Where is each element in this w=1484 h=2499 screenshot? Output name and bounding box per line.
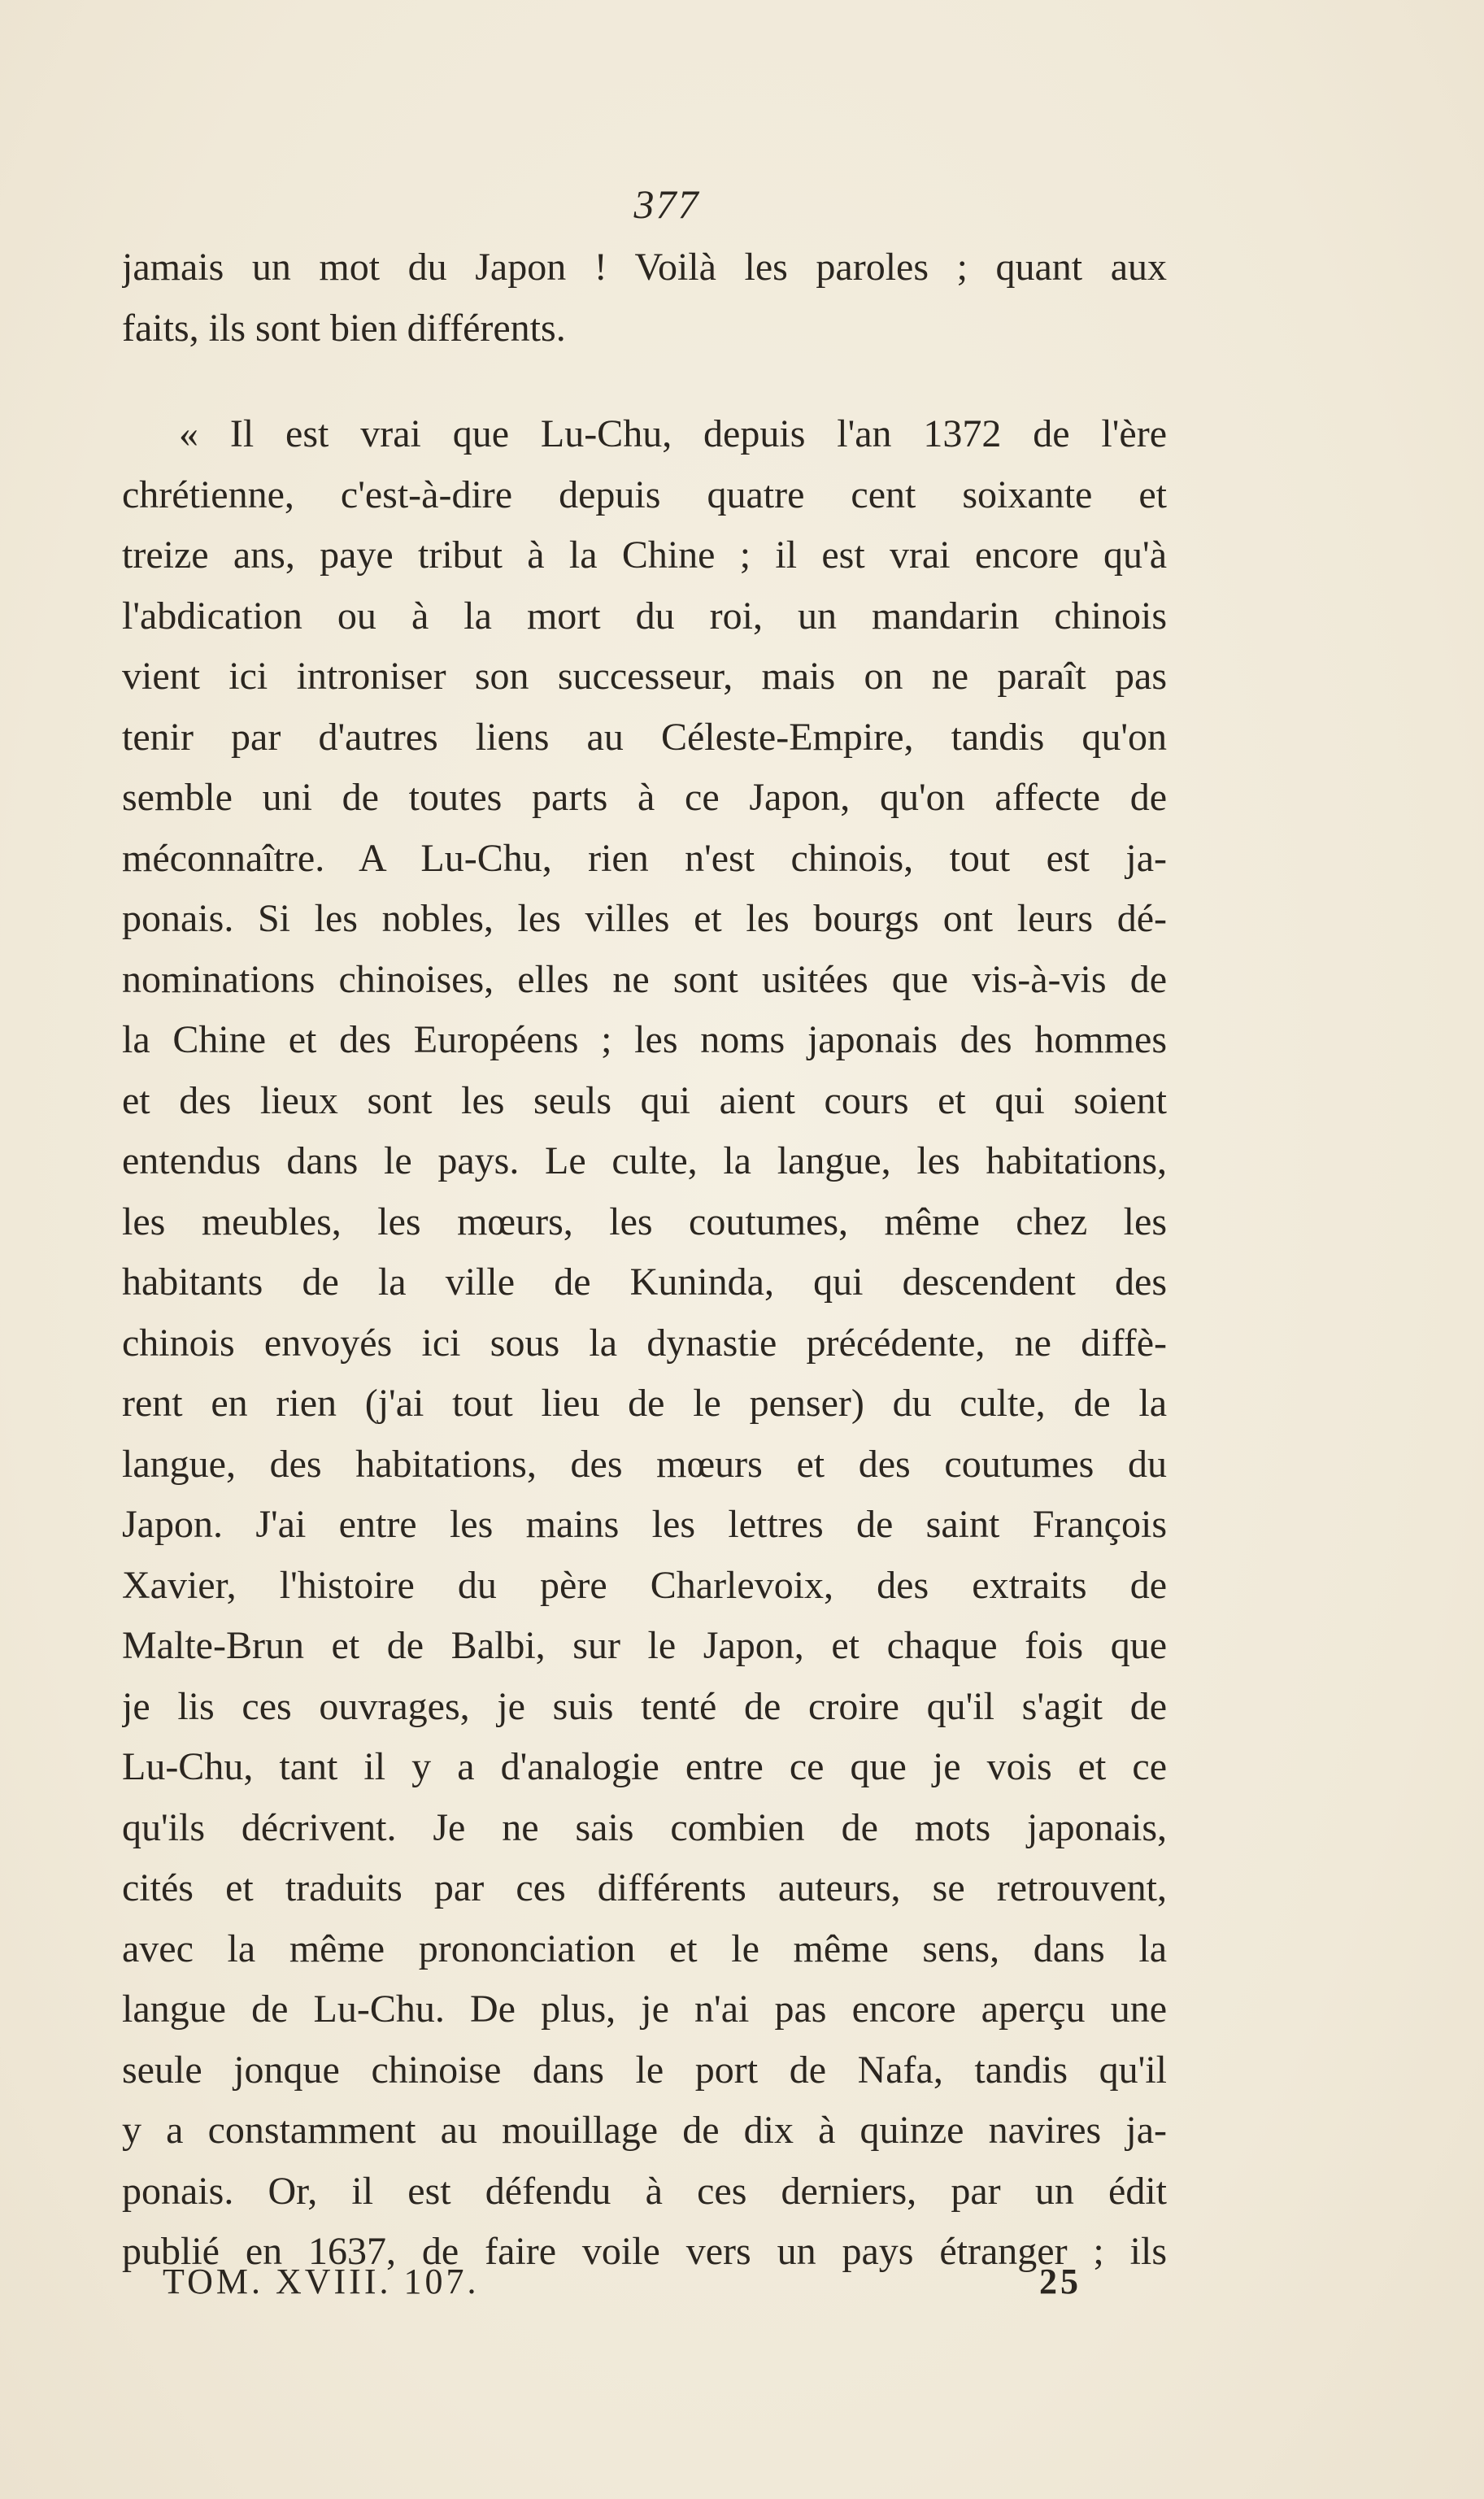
- text-line: et des lieux sont les seuls qui aient cours et qui soient: [122, 1078, 1167, 1122]
- text-line: les meubles, les mœurs, les coutumes, même chez les: [122, 1199, 1167, 1243]
- text-line: nominations chinoises, elles ne sont usitées que vis-à-vis de: [122, 957, 1167, 1001]
- text-line: Lu-Chu, tant il y a d'analogie entre ce que je vois et ce: [122, 1745, 1167, 1788]
- text-line: y a constamment au mouillage de dix à quinze navires ja-: [122, 2109, 1167, 2152]
- paragraph-gap: [122, 359, 1167, 404]
- signature-mark: TOM. XVIII. 107.: [163, 2262, 480, 2301]
- text-line: méconnaître. A Lu-Chu, rien n'est chinois, tout est ja-: [122, 836, 1167, 880]
- sheet-number: 25: [1039, 2262, 1081, 2301]
- text-line: langue, des habitations, des mœurs et des coutumes du: [122, 1442, 1167, 1486]
- text-line: treize ans, paye tribut à la Chine ; il est vrai encore qu'à: [122, 533, 1167, 577]
- text-line: Japon. J'ai entre les mains les lettres de saint François: [122, 1503, 1167, 1546]
- text-line: chrétienne, c'est-à-dire depuis quatre cent soixante et: [122, 472, 1167, 516]
- text-line: je lis ces ouvrages, je suis tenté de croire qu'il s'agit de: [122, 1684, 1167, 1728]
- text-line: habitants de la ville de Kuninda, qui descendent des: [122, 1260, 1167, 1304]
- text-line: avec la même prononciation et le même sens, dans la: [122, 1926, 1167, 1970]
- text-line: « Il est vrai que Lu-Chu, depuis l'an 1372 de l'ère: [179, 412, 1167, 455]
- text-line: tenir par d'autres liens au Céleste-Empire, tandis qu'on: [122, 715, 1167, 759]
- text-line: qu'ils décrivent. Je ne sais combien de mots japonais,: [122, 1805, 1167, 1849]
- text-line: entendus dans le pays. Le culte, la langue, les habitations,: [122, 1139, 1167, 1182]
- text-line: chinois envoyés ici sous la dynastie précédente, ne diffè-: [122, 1321, 1167, 1365]
- text-line: la Chine et des Européens ; les noms japonais des hommes: [122, 1018, 1167, 1061]
- text-line: Malte-Brun et de Balbi, sur le Japon, et chaque fois que: [122, 1624, 1167, 1667]
- text-line: Xavier, l'histoire du père Charlevoix, des extraits de: [122, 1563, 1167, 1607]
- text-line: jamais un mot du Japon ! Voilà les paroles ; quant aux: [122, 246, 1167, 289]
- text-line: seule jonque chinoise dans le port de Nafa, tandis qu'il: [122, 2048, 1167, 2092]
- text-line: ponais. Or, il est défendu à ces derniers, par un édit: [122, 2169, 1167, 2213]
- text-line: cités et traduits par ces différents auteurs, se retrouvent,: [122, 1866, 1167, 1909]
- text-line: publié en 1637, de faire voile vers un pays étranger ; ils: [122, 2230, 1167, 2273]
- text-line: l'abdication ou à la mort du roi, un mandarin chinois: [122, 594, 1167, 638]
- text-line: langue de Lu-Chu. De plus, je n'ai pas encore aperçu une: [122, 1987, 1167, 2031]
- text-line: semble uni de toutes parts à ce Japon, qu'on affecte de: [122, 776, 1167, 819]
- page-number: 377: [633, 181, 700, 227]
- text-line: ponais. Si les nobles, les villes et les bourgs ont leurs dé-: [122, 897, 1167, 940]
- text-line: rent en rien (j'ai tout lieu de le penser) du culte, de la: [122, 1382, 1167, 1425]
- body-text: [122, 237, 1167, 2283]
- text-line: faits, ils sont bien différents.: [122, 306, 566, 350]
- text-line: vient ici introniser son successeur, mais on ne paraît pas: [122, 655, 1167, 698]
